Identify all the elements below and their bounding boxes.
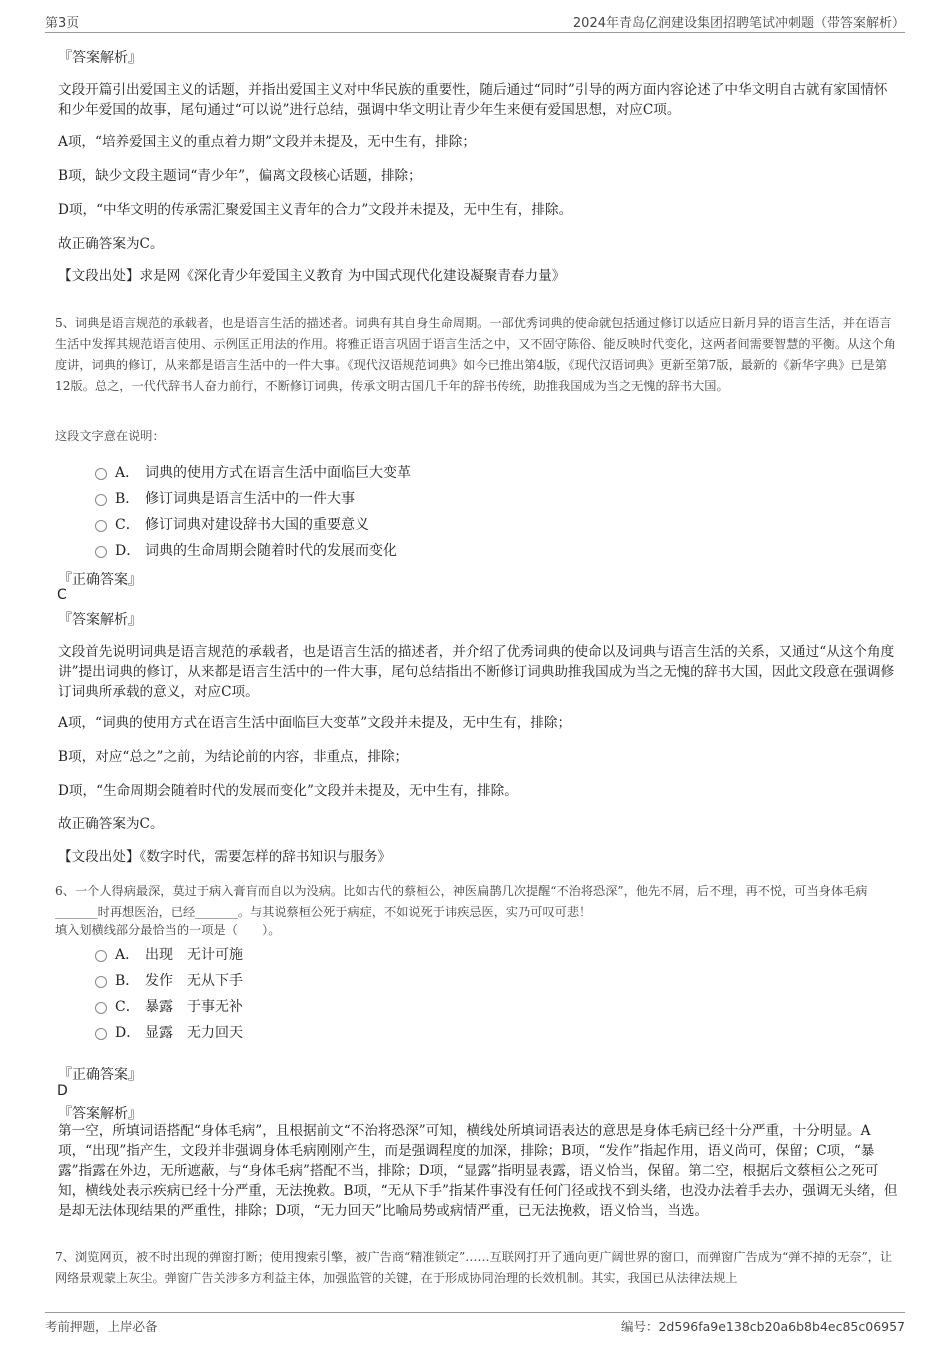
q5-option-d-analysis: D项，“生命周期会随着时代的发展而变化”文段并未提及，无中生有，排除。 — [58, 783, 518, 799]
q7-passage-text: 7、浏览网页，被不时出现的弹窗打断；使用搜索引擎，被广告商“精准锁定”……互联网打开了通向更广阔世界的窗口，而弹窗广告成为“弹不掉的无奈”，让网络景观蒙上灰尘。弹窗广告关涉多方利益主体，加强监管的关键，在于形成协同治理的长效机制。其实，我国已从法律法规上 — [55, 1250, 893, 1285]
q5-analysis-label: 『答案解析』 — [58, 612, 142, 628]
q5-source: 【文段出处】《数字时代，需要怎样的辞书知识与服务》 — [58, 849, 392, 865]
q5-correct-answer: C — [57, 587, 67, 603]
q5-passage — [55, 313, 898, 397]
q4-option-b-analysis: B项，缺少文段主题词“青少年”，偏离文段核心话题，排除； — [58, 168, 422, 184]
q4-analysis-label: 『答案解析』 — [58, 50, 142, 66]
radio-icon[interactable] — [95, 520, 107, 532]
q5-conclusion: 故正确答案为C。 — [58, 816, 164, 832]
q7-passage — [55, 1247, 898, 1289]
q4-option-d-analysis: D项，“中华文明的传承需汇聚爱国主义青年的合力”文段并未提及，无中生有，排除。 — [58, 202, 573, 218]
q6-stem: 填入划横线部分最恰当的一项是（ ）。 — [55, 923, 281, 937]
footer-slogan: 考前押题，上岸必备 — [45, 1319, 158, 1334]
blank-1[interactable]: _______ — [55, 905, 98, 919]
q4-option-a-analysis: A项，“培养爱国主义的重点着力期”文段并未提及，无中生有，排除； — [58, 134, 476, 150]
q4-analysis — [58, 80, 898, 120]
q4-analysis-text: 文段开篇引出爱国主义的话题，并指出爱国主义对中华民族的重要性，随后通过“同时”引导的两方面内容论述了中华文明自古就有家国情怀和少年爱国的故事，尾句通过“可以说”进行总结，强调中华文明让青少年生来便有爱国思想，对应C项。 — [58, 82, 888, 118]
q5-correct-label: 『正确答案』 — [58, 572, 142, 588]
radio-icon[interactable] — [95, 468, 107, 480]
q5-option-a-analysis: A项，“词典的使用方式在语言生活中面临巨大变革”文段并未提及，无中生有，排除； — [58, 715, 572, 731]
radio-icon[interactable] — [95, 494, 107, 506]
q5-analysis-text: 文段首先说明词典是语言规范的承载者，也是语言生活的描述者，并介绍了优秀词典的使命以及词典与语言生活的关系，又通过“从这个角度讲”提出词典的修订，从来都是语言生活中的一件大事，尾句总结指出不断修订词典助推我国成为当之无愧的辞书大国，因此文段意在强调修订词典所承载的意义，对应C项。 — [58, 644, 895, 700]
radio-icon[interactable] — [95, 976, 107, 988]
q6-analysis-label: 『答案解析』 — [58, 1106, 142, 1122]
q5-stem: 这段文字意在说明： — [55, 429, 165, 443]
page-header — [45, 10, 905, 33]
q6-passage: 6、一个人得病最深，莫过于病入膏肓而自以为没病。比如古代的蔡桓公，神医扁鹊几次提醒“不治将恐深”，他先不屑，后不理，再不悦，可当身体毛病_______时再想医治，已经_______。与其说蔡桓公死于病症，不如说死于讳疾忌医，实乃可叹可悲！ — [55, 884, 868, 919]
q6-analysis-text: 第一空，所填词语搭配“身体毛病”，且根据前文“不治将恐深”可知，横线处所填词语表达的意思是身体毛病已经十分严重，十分明显。A项，“出现”指产生，文段并非强调身体毛病刚刚产生，而是强调程度的加深，排除；B项，“发作”指起作用，语义尚可，保留；C项，“暴露”指露在外边，无所遮蔽，与“身体毛病”搭配不当，排除；D项，“显露”指明显表露，语义恰当，保留。第二空，根据后文蔡桓公之死可知，横线处表示疾病已经十分严重，无法挽救。B项，“无从下手”指某件事没有任何门径或找不到头绪，也没办法着手去办，强调无头绪，但是却无法体现结果的严重性，排除；D项，“无力回天”比喻局势或病情严重，已无法挽救，语义恰当，当选。 — [58, 1123, 898, 1219]
q5-option-b-analysis: B项，对应“总之”之前，为结论前的内容，非重点，排除； — [58, 749, 409, 765]
radio-icon[interactable] — [95, 1028, 107, 1040]
q4-conclusion: 故正确答案为C。 — [58, 236, 164, 252]
radio-icon[interactable] — [95, 1002, 107, 1014]
q5-analysis — [58, 642, 898, 702]
page-number: 第3页 — [45, 16, 80, 31]
q6-correct-label: 『正确答案』 — [58, 1067, 142, 1083]
document-id: 编号：2d596fa9e138cb20a6b8b4ec85c06957 — [620, 1319, 905, 1334]
q5-passage-text: 5、词典是语言规范的承载者，也是语言生活的描述者。词典有其自身生命周期。一部优秀词典的使命就包括通过修订以适应日新月异的语言生活，并在语言生活中发挥其规范语言使用、示例匡正用法的作用。将雅正语言巩固于语言生活之中，又不固守陈俗、能反映时代变化，这两者间需要智慧的平衡。从这个角度讲，词典的修订，从来都是语言生活中的一件大事。《现代汉语规范词典》如今已推出第4版，《现代汉语词典》更新至第7版，最新的《新华字典》已是第12版。总之，一代代辞书人奋力前行，不断修订词典，传承文明古国几千年的辞书传统，助推我国成为当之无愧的辞书大国。 — [55, 316, 896, 393]
blank-2[interactable]: _______ — [195, 905, 238, 919]
radio-icon[interactable] — [95, 546, 107, 558]
radio-icon[interactable] — [95, 950, 107, 962]
q6-correct-answer: D — [57, 1083, 68, 1099]
document-title: 2024年青岛亿润建设集团招聘笔试冲刺题（带答案解析） — [572, 16, 905, 31]
q4-source: 【文段出处】求是网《深化青少年爱国主义教育 为中国式现代化建设凝聚青春力量》 — [58, 268, 566, 284]
q6-analysis — [58, 1121, 898, 1221]
page-footer — [45, 1312, 905, 1335]
